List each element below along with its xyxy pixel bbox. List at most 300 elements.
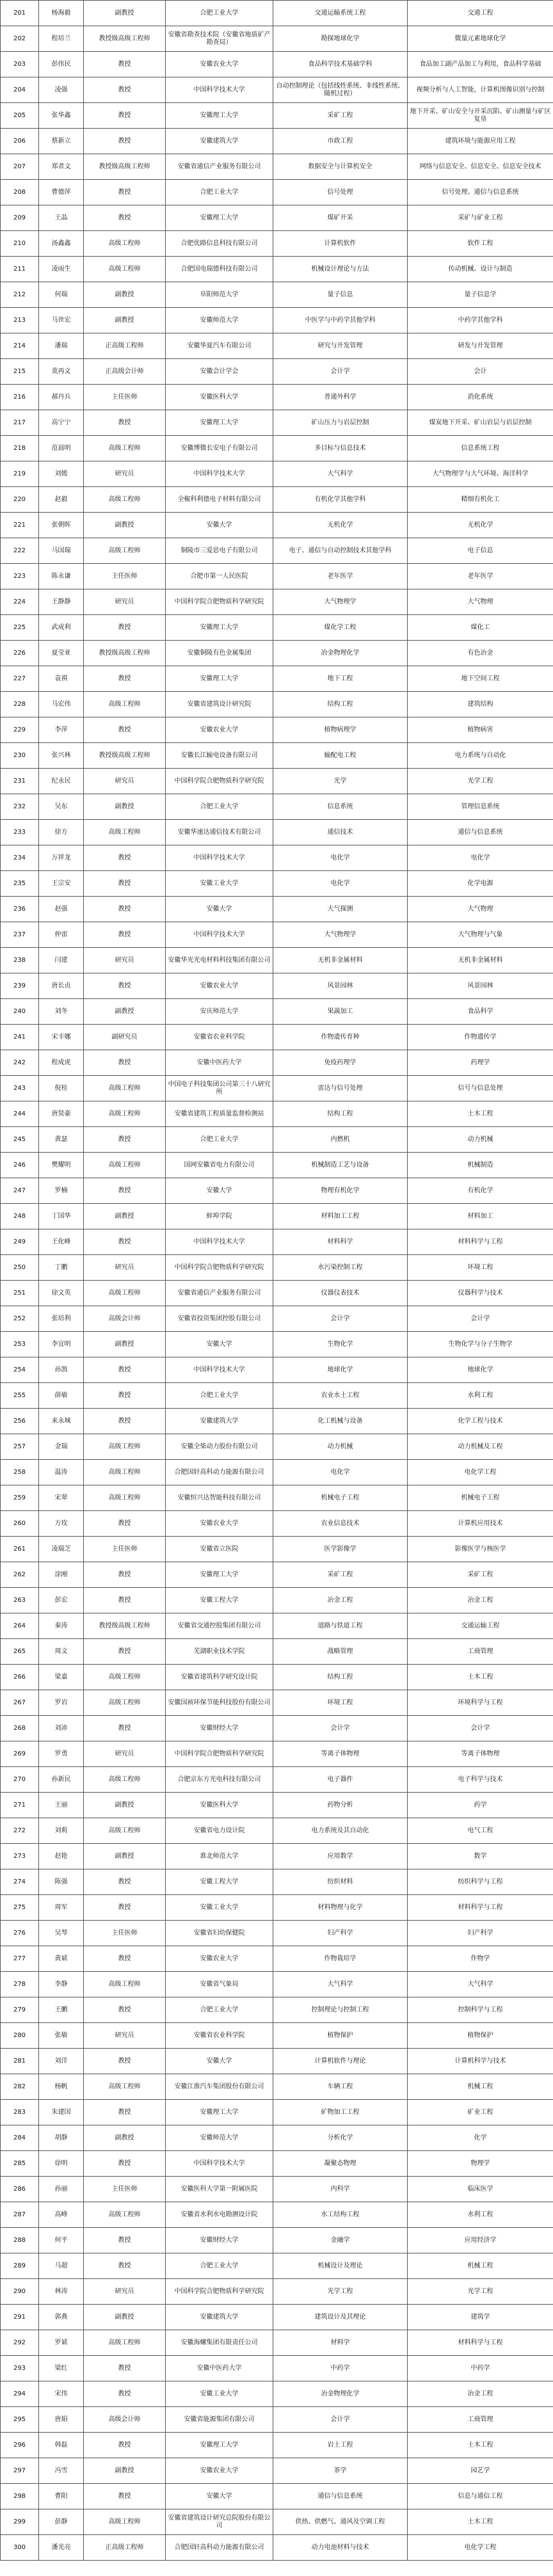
table-row (1, 1844, 553, 1869)
expert-name-cell: 王化峰 (39, 1229, 84, 1255)
specialty-cell: 机械工程 (408, 2253, 553, 2279)
organization-cell: 安徽工业大学 (166, 871, 273, 897)
row-number-cell: 278 (1, 1972, 39, 1997)
title-cell: 高级工程师 (84, 1101, 166, 1127)
row-number-cell: 281 (1, 2049, 39, 2074)
table-row (1, 1076, 553, 1101)
organization-cell: 安徽省能源集团有限公司 (166, 2407, 273, 2433)
organization-cell: 芜湖职业技术学院 (166, 1639, 273, 1665)
organization-cell: 中国科学院合肥物质科学研究院 (166, 1741, 273, 1767)
row-number-cell: 211 (1, 257, 39, 282)
row-number-cell: 202 (1, 26, 39, 52)
organization-cell: 中国科学院合肥物质科学研究院 (166, 2279, 273, 2305)
expert-name-cell: 罗楠 (39, 1178, 84, 1204)
discipline-cell: 通信技术 (273, 820, 408, 845)
table-row (1, 973, 553, 999)
table-row (1, 871, 553, 897)
specialty-cell: 机械制造 (408, 1153, 553, 1178)
organization-cell: 中国科学技术大学 (166, 461, 273, 487)
discipline-cell: 大气物理学 (273, 922, 408, 948)
discipline-cell: 供热、供燃气、通风及空调工程 (273, 2509, 408, 2535)
expert-name-cell: 来永城 (39, 1409, 84, 1434)
row-number-cell: 264 (1, 1613, 39, 1639)
discipline-cell: 采矿工程 (273, 103, 408, 129)
organization-cell: 安徽长江输电设备有限公司 (166, 743, 273, 769)
expert-name-cell: 林涛 (39, 2279, 84, 2305)
title-cell: 副教授 (84, 1332, 166, 1357)
title-cell: 高级工程师 (84, 1076, 166, 1101)
row-number-cell: 252 (1, 1306, 39, 1332)
organization-cell: 安徽大学 (166, 1332, 273, 1357)
organization-cell: 中国科学技术大学 (166, 922, 273, 948)
discipline-cell: 结构工程 (273, 1665, 408, 1690)
table-row (1, 1588, 553, 1613)
discipline-cell: 农业信息技术 (273, 1511, 408, 1537)
discipline-cell: 内燃机 (273, 1127, 408, 1153)
row-number-cell: 230 (1, 743, 39, 769)
table-row (1, 2253, 553, 2279)
discipline-cell: 农业水土工程 (273, 1383, 408, 1409)
title-cell: 教授 (84, 2100, 166, 2125)
discipline-cell: 结构工程 (273, 692, 408, 717)
organization-cell: 安徽省水利水电勘测设计院 (166, 2202, 273, 2228)
discipline-cell: 食品科学技术基础学科 (273, 52, 408, 77)
expert-name-cell: 高峰 (39, 2202, 84, 2228)
table-row (1, 1409, 553, 1434)
table-row (1, 948, 553, 973)
title-cell: 副教授 (84, 1, 166, 26)
row-number-cell: 254 (1, 1357, 39, 1383)
title-cell: 教授级高级工程师 (84, 1613, 166, 1639)
discipline-cell: 水污染控制工程 (273, 1255, 408, 1281)
expert-name-cell: 何瑞 (39, 282, 84, 308)
specialty-cell: 电化学工程 (408, 2535, 553, 2561)
row-number-cell: 275 (1, 1895, 39, 1921)
row-number-cell: 284 (1, 2125, 39, 2151)
row-number-cell: 229 (1, 717, 39, 743)
discipline-cell: 煤化学工程 (273, 615, 408, 641)
discipline-cell: 市政工程 (273, 129, 408, 154)
expert-name-cell: 梁红 (39, 2356, 84, 2381)
discipline-cell: 数据安全与计算机安全 (273, 154, 408, 180)
table-row (1, 845, 553, 871)
table-row (1, 2279, 553, 2305)
expert-name-cell: 彭伟民 (39, 52, 84, 77)
organization-cell: 安徽工程大学 (166, 1588, 273, 1613)
expert-name-cell: 冯雪 (39, 2458, 84, 2484)
title-cell: 教授 (84, 180, 166, 205)
specialty-cell: 大气物理学与大气环境、海洋科学 (408, 461, 553, 487)
title-cell: 主任医师 (84, 1537, 166, 1562)
table-row (1, 1537, 553, 1562)
organization-cell: 中国电子科技集团公司第三十八研究所 (166, 1076, 273, 1101)
specialty-cell: 视频分析与人工智能，计算机图像识别与控制 (408, 77, 553, 103)
specialty-cell: 植物病害 (408, 717, 553, 743)
table-row (1, 615, 553, 641)
table-row (1, 1869, 553, 1895)
table-row (1, 692, 553, 717)
organization-cell: 安徽省妇幼保健院 (166, 1921, 273, 1946)
title-cell: 研究员 (84, 1255, 166, 1281)
organization-cell: 安徽大学 (166, 2484, 273, 2509)
row-number-cell: 206 (1, 129, 39, 154)
table-row (1, 1255, 553, 1281)
organization-cell: 安徽建筑大学 (166, 129, 273, 154)
expert-name-cell: 吴东 (39, 794, 84, 820)
specialty-cell: 电化学工程 (408, 1460, 553, 1485)
discipline-cell: 电化学 (273, 845, 408, 871)
specialty-cell: 大气物理与气象 (408, 922, 553, 948)
row-number-cell: 205 (1, 103, 39, 129)
row-number-cell: 247 (1, 1178, 39, 1204)
title-cell: 研究员 (84, 1741, 166, 1767)
table-row (1, 1383, 553, 1409)
organization-cell: 合肥工业大学 (166, 794, 273, 820)
organization-cell: 安徽理工大学 (166, 410, 273, 436)
table-row (1, 1229, 553, 1255)
expert-name-cell: 马国瑞 (39, 538, 84, 564)
title-cell: 教授 (84, 129, 166, 154)
table-row (1, 743, 553, 769)
title-cell: 高级工程师 (84, 1767, 166, 1793)
table-row (1, 1127, 553, 1153)
title-cell: 教授 (84, 1588, 166, 1613)
expert-name-cell: 梁嘉 (39, 1665, 84, 1690)
table-row (1, 1767, 553, 1793)
expert-name-cell: 丁鹏 (39, 1255, 84, 1281)
title-cell: 主任医师 (84, 564, 166, 589)
discipline-cell: 会计学 (273, 1716, 408, 1741)
title-cell: 教授 (84, 1409, 166, 1434)
expert-name-cell: 彭静 (39, 2509, 84, 2535)
specialty-cell: 冶金工程 (408, 1588, 553, 1613)
expert-name-cell: 秦涛 (39, 1613, 84, 1639)
specialty-cell: 中药学其他学科 (408, 308, 553, 333)
expert-name-cell: 陈强 (39, 1869, 84, 1895)
organization-cell: 中国科学院合肥物质科学研究院 (166, 1255, 273, 1281)
expert-name-cell: 凌强 (39, 77, 84, 103)
title-cell: 教授 (84, 1639, 166, 1665)
specialty-cell: 地球化学 (408, 1357, 553, 1383)
specialty-cell: 无机非金属材料 (408, 948, 553, 973)
organization-cell: 合肥国轩高科动力能源有限公司 (166, 1460, 273, 1485)
title-cell: 正高级会计师 (84, 359, 166, 385)
organization-cell: 合肥工业大学 (166, 1997, 273, 2023)
organization-cell: 安徽理工大学 (166, 103, 273, 129)
discipline-cell: 大气物理学 (273, 589, 408, 615)
specialty-cell: 采矿与矿业工程 (408, 205, 553, 231)
title-cell: 教授 (84, 1997, 166, 2023)
discipline-cell: 等离子体物理 (273, 1741, 408, 1767)
row-number-cell: 283 (1, 2100, 39, 2125)
table-row (1, 1639, 553, 1665)
organization-cell: 安徽理工大学 (166, 615, 273, 641)
expert-name-cell: 王鹏 (39, 1997, 84, 2023)
table-row (1, 2228, 553, 2253)
expert-name-cell: 李萍 (39, 717, 84, 743)
expert-name-cell: 唐贤豪 (39, 1101, 84, 1127)
discipline-cell: 内科学 (273, 2177, 408, 2202)
discipline-cell: 风景园林 (273, 973, 408, 999)
row-number-cell: 209 (1, 205, 39, 231)
table-row (1, 26, 553, 52)
title-cell: 高级工程师 (84, 257, 166, 282)
discipline-cell: 信号处理 (273, 180, 408, 205)
specialty-cell: 微量元素地球化学 (408, 26, 553, 52)
specialty-cell: 电子信息 (408, 538, 553, 564)
title-cell: 教授 (84, 1127, 166, 1153)
title-cell: 教授 (84, 1562, 166, 1588)
specialty-cell: 妇产科学 (408, 1921, 553, 1946)
discipline-cell: 生物化学 (273, 1332, 408, 1357)
row-number-cell: 223 (1, 564, 39, 589)
title-cell: 副教授 (84, 2305, 166, 2330)
row-number-cell: 242 (1, 1050, 39, 1076)
specialty-cell: 风景园林 (408, 973, 553, 999)
specialty-cell: 等离子体物理 (408, 1741, 553, 1767)
discipline-cell: 岩土工程 (273, 2433, 408, 2458)
table-row (1, 308, 553, 333)
specialty-cell: 食品加工副产品加工与利用，食品科学基础 (408, 52, 553, 77)
table-row (1, 410, 553, 436)
expert-name-cell: 彭宏 (39, 1588, 84, 1613)
specialty-cell: 交通运输工程 (408, 1613, 553, 1639)
specialty-cell: 生物化学与分子生物学 (408, 1332, 553, 1357)
table-row (1, 2458, 553, 2484)
table-row (1, 1153, 553, 1178)
row-number-cell: 253 (1, 1332, 39, 1357)
title-cell: 高级工程师 (84, 436, 166, 461)
organization-cell: 安徽省农业科学院 (166, 2023, 273, 2049)
specialty-cell: 工商管理 (408, 1639, 553, 1665)
discipline-cell: 电子器件 (273, 1767, 408, 1793)
discipline-cell: 普通外科学 (273, 385, 408, 410)
title-cell: 教授 (84, 1178, 166, 1204)
expert-name-cell: 罗斌 (39, 2330, 84, 2356)
discipline-cell: 信息系统 (273, 794, 408, 820)
title-cell: 正高级工程师 (84, 333, 166, 359)
organization-cell: 中国科学技术大学 (166, 1357, 273, 1383)
title-cell: 高级工程师 (84, 1690, 166, 1716)
expert-name-cell: 刘媛 (39, 461, 84, 487)
organization-cell: 安徽省勘查技术院（安徽省地质矿产勘查局） (166, 26, 273, 52)
table-row (1, 1946, 553, 1972)
title-cell: 教授 (84, 845, 166, 871)
organization-cell: 安徽建筑大学 (166, 1409, 273, 1434)
table-row (1, 1460, 553, 1485)
organization-cell: 安庆师范大学 (166, 999, 273, 1025)
expert-name-cell: 薛敏 (39, 1383, 84, 1409)
expert-name-cell: 陈永谦 (39, 564, 84, 589)
expert-name-cell: 曹德萍 (39, 180, 84, 205)
organization-cell: 安徽省气象局 (166, 1972, 273, 1997)
organization-cell: 中国科学技术大学 (166, 2151, 273, 2177)
discipline-cell: 光学工程 (273, 2279, 408, 2305)
table-row (1, 385, 553, 410)
title-cell: 副研究员 (84, 1025, 166, 1050)
title-cell: 副教授 (84, 1793, 166, 1818)
expert-name-cell: 罗勇 (39, 1741, 84, 1767)
row-number-cell: 214 (1, 333, 39, 359)
discipline-cell: 中药学 (273, 2356, 408, 2381)
title-cell: 教授 (84, 52, 166, 77)
discipline-cell: 医学影像学 (273, 1537, 408, 1562)
discipline-cell: 电力系统及其自动化 (273, 1818, 408, 1844)
title-cell: 副教授 (84, 308, 166, 333)
organization-cell: 合肥京东方光电科技有限公司 (166, 1767, 273, 1793)
table-row (1, 1511, 553, 1537)
expert-name-cell: 凌瑞芝 (39, 1537, 84, 1562)
title-cell: 教授 (84, 1050, 166, 1076)
title-cell: 教授 (84, 1229, 166, 1255)
specialty-cell: 作物遗传学 (408, 1025, 553, 1050)
title-cell: 教授 (84, 1511, 166, 1537)
title-cell: 高级工程师 (84, 1972, 166, 1997)
organization-cell: 淮北师范大学 (166, 1844, 273, 1869)
expert-name-cell: 郝丹兵 (39, 385, 84, 410)
title-cell: 教授 (84, 2433, 166, 2458)
title-cell: 副教授 (84, 1844, 166, 1869)
discipline-cell: 自动控制理论（包括线性系统、非线性系统、随机过程） (273, 77, 408, 103)
organization-cell: 阜阳师范大学 (166, 282, 273, 308)
discipline-cell: 道路与铁道工程 (273, 1613, 408, 1639)
expert-table-body (1, 1, 553, 2561)
expert-name-cell: 凌雨生 (39, 257, 84, 282)
row-number-cell: 291 (1, 2305, 39, 2330)
table-row (1, 205, 553, 231)
row-number-cell: 265 (1, 1639, 39, 1665)
row-number-cell: 267 (1, 1690, 39, 1716)
organization-cell: 安徽省农业科学院 (166, 1025, 273, 1050)
organization-cell: 安徽农业大学 (166, 973, 273, 999)
discipline-cell: 茶学 (273, 2458, 408, 2484)
specialty-cell: 地下空间工程 (408, 666, 553, 692)
row-number-cell: 298 (1, 2484, 39, 2509)
discipline-cell: 机械制造工艺与设备 (273, 1153, 408, 1178)
table-row (1, 1204, 553, 1229)
table-row (1, 2125, 553, 2151)
organization-cell: 中国科学技术大学 (166, 845, 273, 871)
specialty-cell: 材料加工 (408, 1204, 553, 1229)
discipline-cell: 电化学 (273, 1460, 408, 1485)
row-number-cell: 289 (1, 2253, 39, 2279)
specialty-cell: 动力机械 (408, 1127, 553, 1153)
title-cell: 教授 (84, 2381, 166, 2407)
specialty-cell: 环境工程 (408, 1255, 553, 1281)
title-cell: 高级工程师 (84, 1153, 166, 1178)
row-number-cell: 212 (1, 282, 39, 308)
expert-name-cell: 胡静 (39, 2125, 84, 2151)
title-cell: 教授 (84, 666, 166, 692)
organization-cell: 安徽省建筑设计研究院 (166, 692, 273, 717)
discipline-cell: 雷达与信号处理 (273, 1076, 408, 1101)
table-row (1, 1101, 553, 1127)
title-cell: 教授 (84, 1716, 166, 1741)
organization-cell: 安徽师范大学 (166, 2125, 273, 2151)
discipline-cell: 中医学与中药学其他学科 (273, 308, 408, 333)
row-number-cell: 233 (1, 820, 39, 845)
discipline-cell: 动力机械 (273, 1434, 408, 1460)
table-row (1, 2484, 553, 2509)
row-number-cell: 287 (1, 2202, 39, 2228)
row-number-cell: 300 (1, 2535, 39, 2561)
expert-name-cell: 刘洋 (39, 2049, 84, 2074)
row-number-cell: 297 (1, 2458, 39, 2484)
expert-name-cell: 刘沛 (39, 1716, 84, 1741)
organization-cell: 安徽海螺集团有限责任公司 (166, 2330, 273, 2356)
title-cell: 高级工程师 (84, 2202, 166, 2228)
specialty-cell: 动力机械及工程 (408, 1434, 553, 1460)
specialty-cell: 信息系统工程 (408, 436, 553, 461)
expert-name-cell: 潘光亮 (39, 2535, 84, 2561)
table-row (1, 1, 553, 26)
discipline-cell: 矿山压力与岩层控制 (273, 410, 408, 436)
row-number-cell: 219 (1, 461, 39, 487)
expert-name-cell: 马宏伟 (39, 692, 84, 717)
specialty-cell: 网络与信息安全、信息安全、信息安全技术 (408, 154, 553, 180)
specialty-cell: 煤炭地下开采、矿山岩层与岩层控制 (408, 410, 553, 436)
specialty-cell: 中药学 (408, 2356, 553, 2381)
expert-name-cell: 张敏 (39, 2023, 84, 2049)
specialty-cell: 信息与通信工程 (408, 2484, 553, 2509)
table-row (1, 1997, 553, 2023)
expert-name-cell: 黄斌 (39, 1946, 84, 1972)
table-row (1, 231, 553, 257)
title-cell: 教授 (84, 1946, 166, 1972)
row-number-cell: 234 (1, 845, 39, 871)
table-row (1, 794, 553, 820)
specialty-cell: 数学 (408, 1844, 553, 1869)
table-row (1, 129, 553, 154)
organization-cell: 安徽华光光电材料科技集团有限公司 (166, 948, 273, 973)
discipline-cell: 输配电工程 (273, 743, 408, 769)
expert-name-cell: 武成利 (39, 615, 84, 641)
organization-cell: 安徽农业大学 (166, 52, 273, 77)
row-number-cell: 240 (1, 999, 39, 1025)
discipline-cell: 煤矿开采 (273, 205, 408, 231)
row-number-cell: 280 (1, 2023, 39, 2049)
specialty-cell: 材料科学与工程 (408, 1229, 553, 1255)
discipline-cell: 作物遗传育种 (273, 1025, 408, 1050)
specialty-cell: 软件工程 (408, 231, 553, 257)
specialty-cell: 煤化工 (408, 615, 553, 641)
row-number-cell: 218 (1, 436, 39, 461)
title-cell: 教授 (84, 77, 166, 103)
specialty-cell: 环境科学与工程 (408, 1690, 553, 1716)
specialty-cell: 大气科学 (408, 1972, 553, 1997)
organization-cell: 安徽工程大学 (166, 1869, 273, 1895)
title-cell: 研究员 (84, 2023, 166, 2049)
organization-cell: 全椒科利德电子材料有限公司 (166, 487, 273, 513)
discipline-cell: 量子信息 (273, 282, 408, 308)
expert-name-cell: 倪桂 (39, 1076, 84, 1101)
title-cell: 高级工程师 (84, 1434, 166, 1460)
table-row (1, 359, 553, 385)
table-row (1, 1818, 553, 1844)
table-row (1, 2023, 553, 2049)
expert-name-cell: 杨海毅 (39, 1, 84, 26)
expert-name-cell: 涂刚 (39, 1562, 84, 1588)
expert-name-cell: 汤鑫鑫 (39, 231, 84, 257)
table-row (1, 2100, 553, 2125)
discipline-cell: 物理有机化学 (273, 1178, 408, 1204)
expert-name-cell: 王宗安 (39, 871, 84, 897)
title-cell: 教授级高级工程师 (84, 26, 166, 52)
table-row (1, 282, 553, 308)
discipline-cell: 会计学 (273, 2407, 408, 2433)
title-cell: 高级工程师 (84, 1665, 166, 1690)
specialty-cell: 土木工程 (408, 1101, 553, 1127)
